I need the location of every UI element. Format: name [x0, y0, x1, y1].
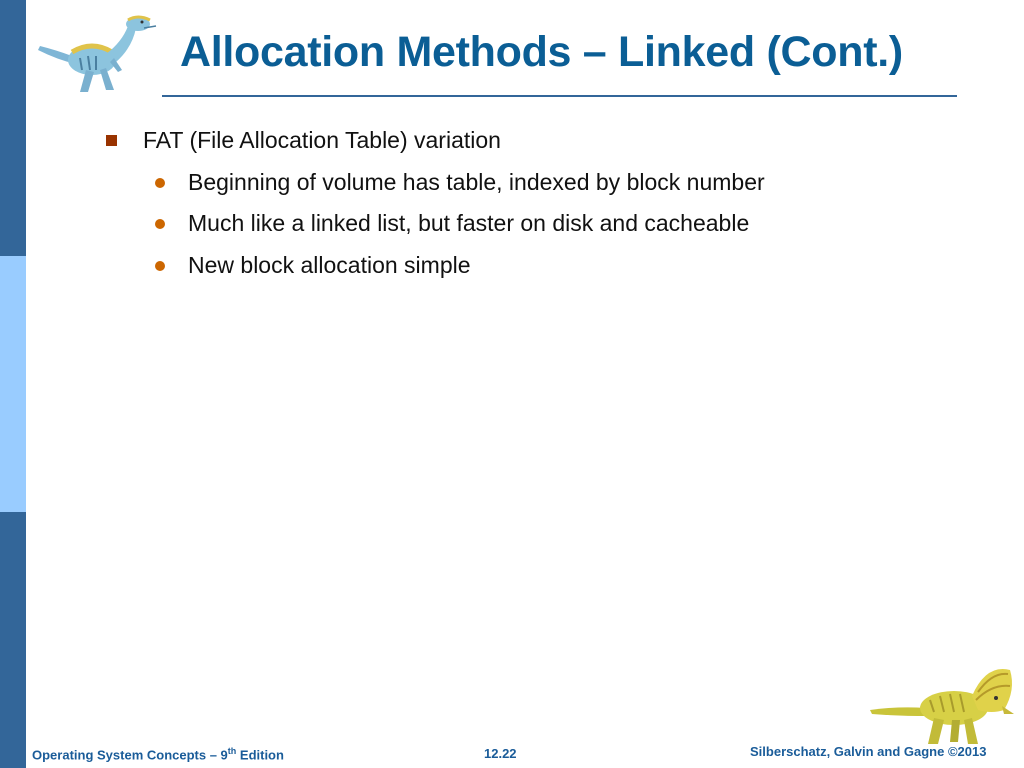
left-sidebar-band [0, 0, 26, 768]
title-divider [162, 95, 957, 97]
dinosaur-icon [868, 658, 1018, 750]
footer-copyright: Silberschatz, Galvin and Gagne ©2013 [750, 744, 987, 759]
dinosaur-icon [36, 6, 158, 98]
round-bullet-icon [155, 219, 165, 229]
round-bullet-icon [155, 178, 165, 188]
sidebar-bottom-block [0, 512, 26, 768]
footer-book-prefix: Operating System Concepts – 9 [32, 747, 228, 763]
sidebar-top-block [0, 0, 26, 256]
bullet-text: FAT (File Allocation Table) variation [143, 127, 501, 153]
round-bullet-icon [155, 261, 165, 271]
sub-bullet-text: Much like a linked list, but faster on disk and cacheable [188, 210, 750, 236]
footer-book-suffix: Edition [236, 747, 284, 763]
footer-book-superscript: th [227, 746, 237, 756]
sidebar-middle-block [0, 256, 26, 512]
sub-bullet-text: New block allocation simple [188, 252, 471, 278]
footer-page-number: 12.22 [484, 746, 517, 761]
slide-title: Allocation Methods – Linked (Cont.) [180, 28, 903, 76]
footer-book-title [32, 746, 284, 762]
square-bullet-icon [106, 135, 117, 146]
sub-bullet-text: Beginning of volume has table, indexed by block number [188, 169, 765, 195]
